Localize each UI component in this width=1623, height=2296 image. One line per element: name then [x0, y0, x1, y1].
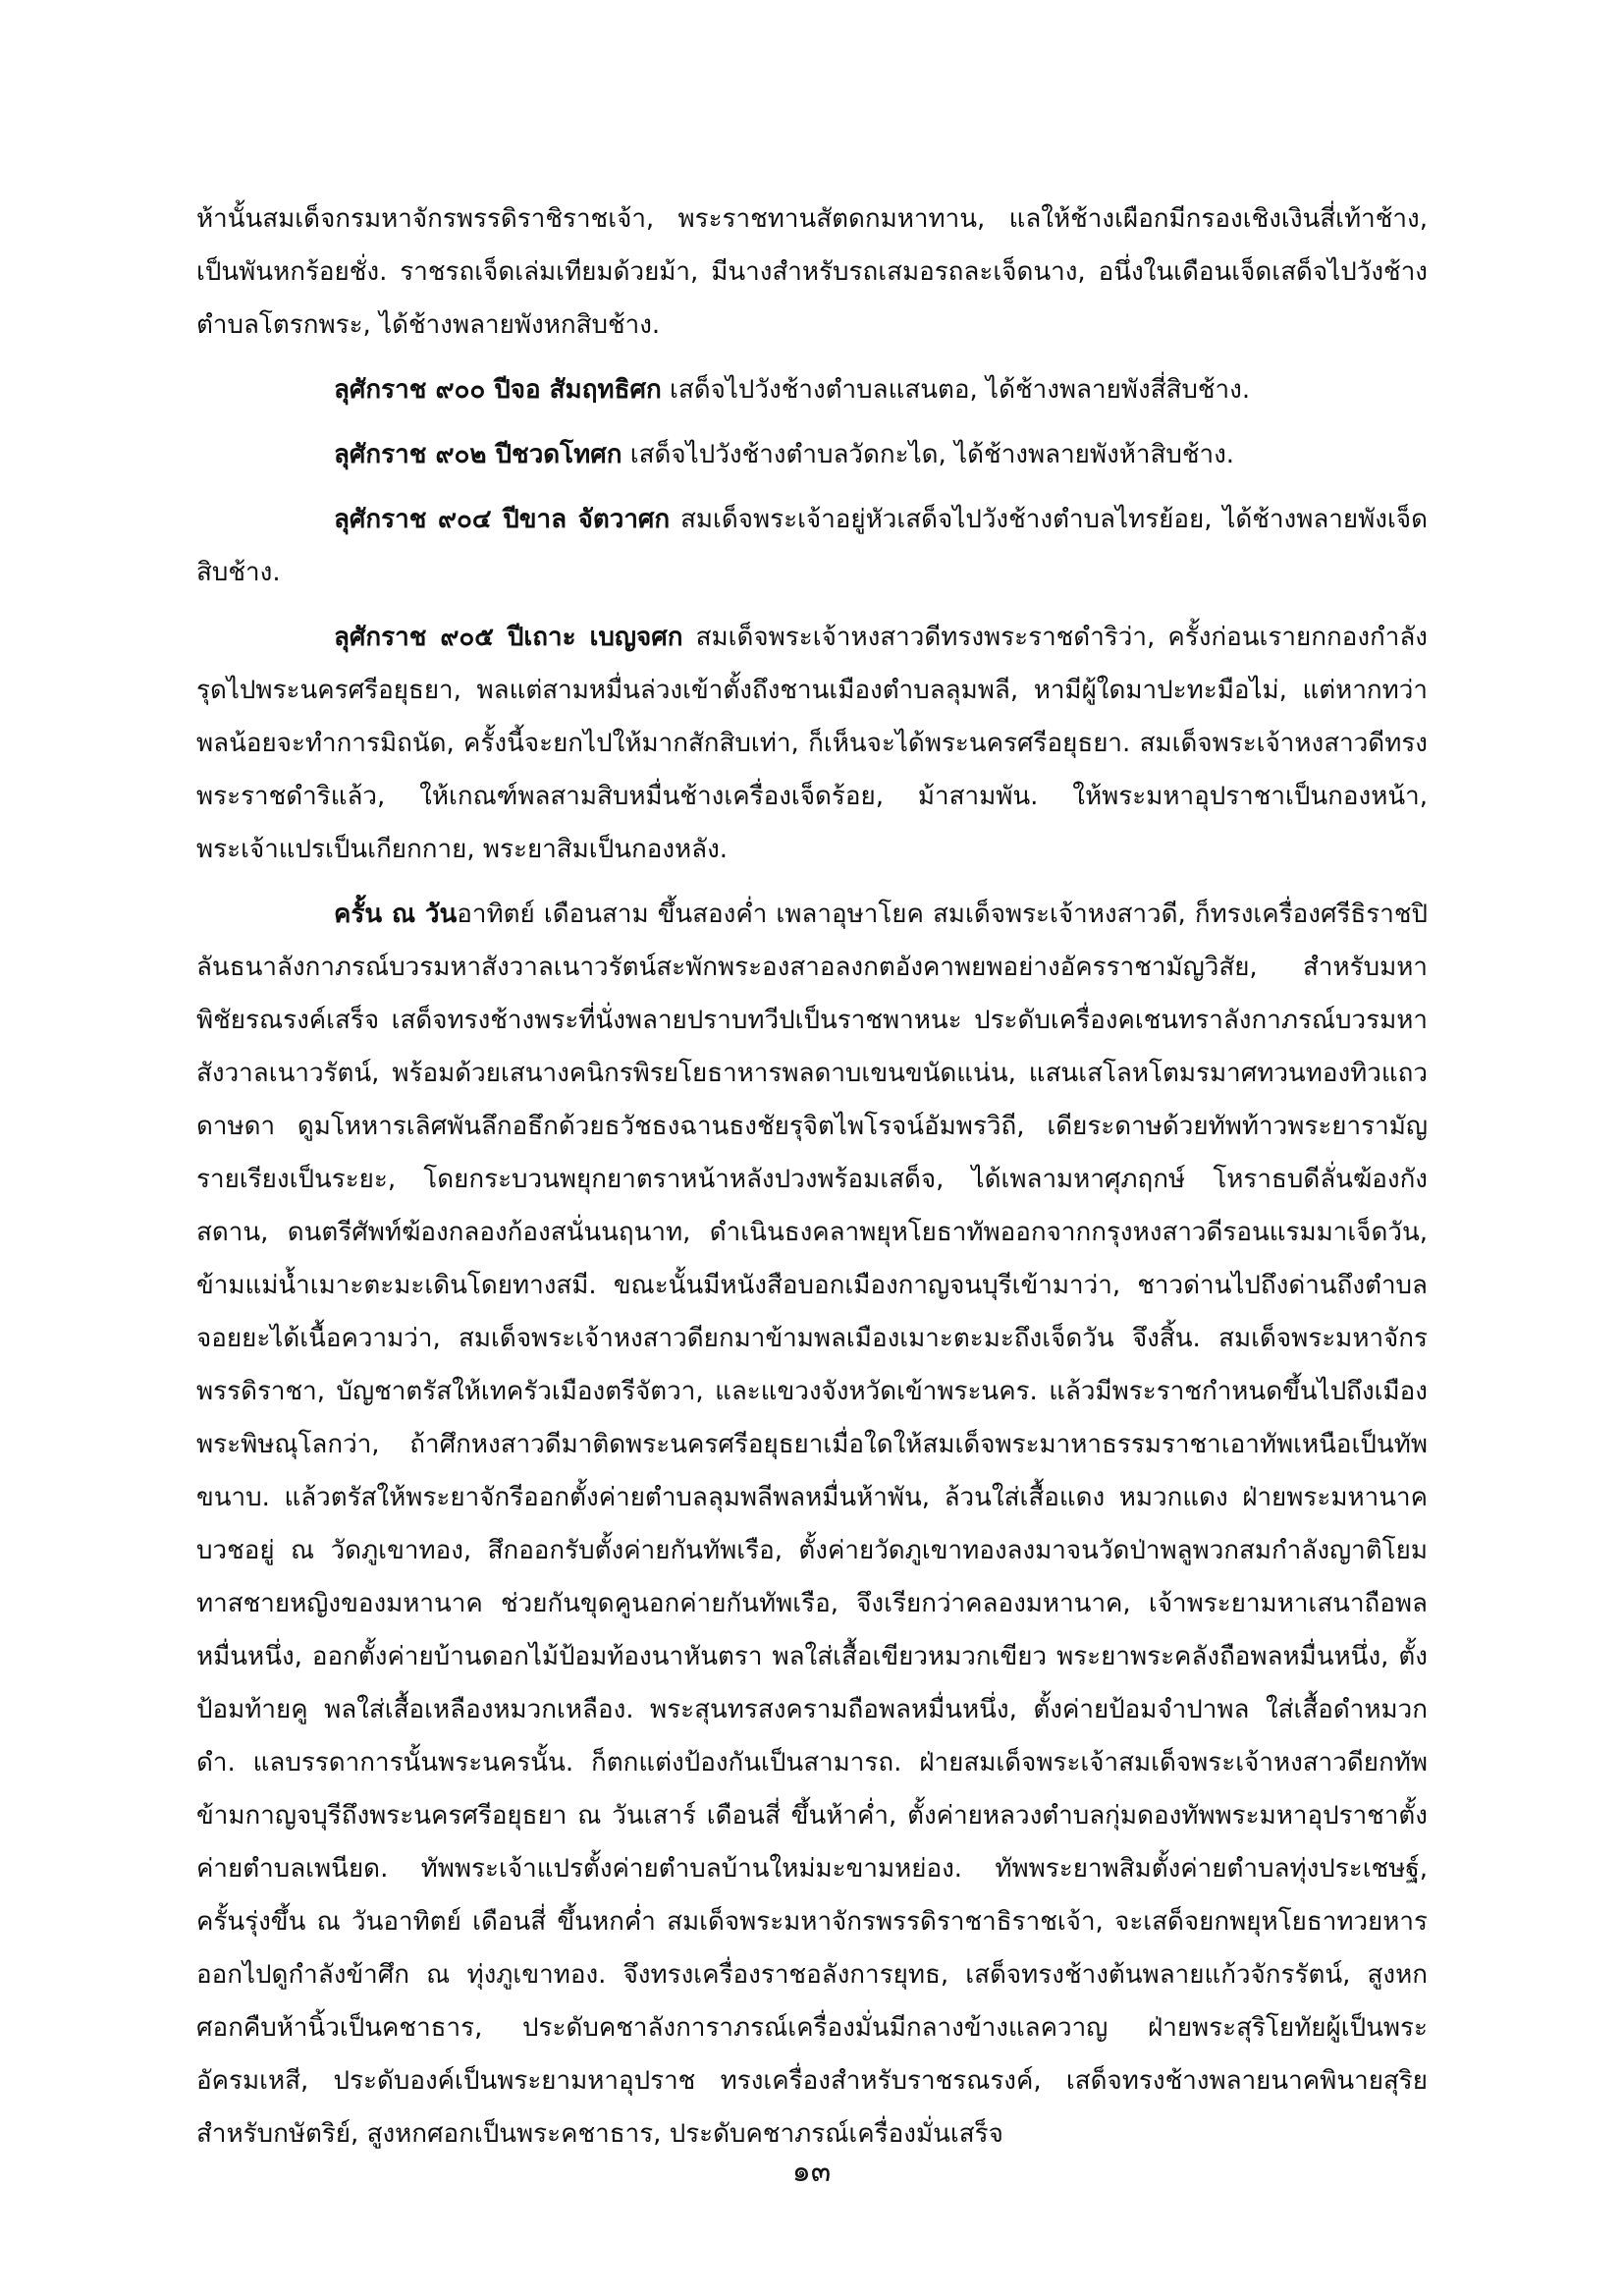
page-number: ๑๓	[791, 2155, 832, 2189]
paragraph-lead: ครั้น ณ วัน	[334, 900, 458, 929]
paragraph-text: สมเด็จพระเจ้าอยู่หัวเสด็จไปวังช้างตำบลไทรย้อย, ได้ช้างพลายพังเจ็ดสิบช้าง.	[196, 505, 1428, 587]
paragraph-lead: ลุศักราช ๙๐๕ ปีเถาะ เบญจศก	[334, 623, 683, 652]
paragraph-3	[196, 428, 1428, 481]
paragraph-2	[196, 363, 1428, 416]
paragraph-5	[196, 611, 1428, 876]
paragraph-1	[196, 192, 1428, 352]
paragraph-text: อาทิตย์ เดือนสาม ขึ้นสองค่ำ เพลาอุษาโยค สมเด็จพระเจ้าหงสาวดี, ก็ทรงเครื่องศรีธิราชปิลันธนาลังกาภรณ์บวรมหาสังวาลเนาวรัตน์สะพักพระองสาอลงกตอังคาพยพอย่างอัครราชามัญวิสัย, สำหรับมหาพิชัยรณรงค์เสร็จ เสด็จทรงช้างพระที่นั่งพลายปราบทวีปเป็นราชพาหนะ ประดับเครื่องคเชนทราลังกาภรณ์บวรมหาสังวาลเนาวรัตน์, พร้อมด้วยเสนางคนิกรพิรยโยธาหารพลดาบเขนขนัดแน่น, แสนเสโลหโตมรมาศทวนทองทิวแถวดาษดา ดูมโหหารเลิศพันลึกอธึกด้วยธวัชธงฉานธงชัยรุจิตไพโรจน์อัมพรวิถี, เดียระดาษด้วยทัพท้าวพระยารามัญรายเรียงเป็นระยะ, โดยกระบวนพยุกยาตราหน้าหลังปวงพร้อมเสด็จ, ได้เพลามหาศุภฤกษ์ โหราธบดีลั่นฆ้องกังสดาน, ดนตรีศัพท์ฆ้องกลองก้องสนั่นนฤนาท, ดำเนินธงคลาพยุหโยธาทัพออกจากกรุงหงสาวดีรอนแรมมาเจ็ดวัน, ข้ามแม่น้ำเมาะตะมะเดินโดยทางสมี. ขณะนั้นมีหนังสือบอกเมืองกาญจนบุรีเข้ามาว่า, ชาวด่านไปถึงด่านถึงตำบลจอยยะได้เนื้อความว่า, สมเด็จพระเจ้าหงสาวดียกมาข้ามพลเมืองเมาะตะมะถึงเจ็ดวัน จึงสิ้น. สมเด็จพระมหาจักรพรรดิราชา, บัญชาตรัสให้เทครัวเมืองตรีจัตวา, และแขวงจังหวัดเข้าพระนคร. แล้วมีพระราชกำหนดขึ้นไปถึงเมืองพระพิษณุโลกว่า, ถ้าศึกหงสาวดีมาติดพระนครศรีอยุธยาเมื่อใดให้สมเด็จพระมาหาธรรมราชาเอาทัพเหนือเป็นทัพขนาบ. แล้วตรัสให้พระยาจักรีออกตั้งค่ายตำบลลุมพลีพลหมื่นห้าพัน, ล้วนใส่เสื้อแดง หมวกแดง ฝ่ายพระมหานาคบวชอยู่ ณ วัดภูเขาทอง, สึกออกรับตั้งค่ายกันทัพเรือ, ตั้งค่ายวัดภูเขาทองลงมาจนวัดป่าพลูพวกสมกำลังญาติโยมทาสชายหญิงของมหานาค ช่วยกันขุดคูนอกค่ายกันทัพเรือ, จึงเรียกว่าคลองมหานาค, เจ้าพระยามหาเสนาถือพลหมื่นหนึ่ง, ออกตั้งค่ายบ้านดอกไม้ป้อมท้องนาหันตรา พลใส่เสื้อเขียวหมวกเขียว พระยาพระคลังถือพลหมื่นหนึ่ง, ตั้งป้อมท้ายคู พลใส่เสื้อเหลืองหมวกเหลือง. พระสุนทรสงครามถือพลหมื่นหนึ่ง, ตั้งค่ายป้อมจำปาพล ใส่เสื้อดำหมวกดำ. แลบรรดาการนั้นพระนครนั้น. ก็ตกแต่งป้องกันเป็นสามารถ. ฝ่ายสมเด็จพระเจ้าสมเด็จพระเจ้าหงสาวดียกทัพข้ามกาญจบุรีถึงพระนครศรีอยุธยา ณ วันเสาร์ เดือนสี่ ขึ้นห้าค่ำ, ตั้งค่ายหลวงตำบลกุ่มดองทัพพระมหาอุปราชาตั้งค่ายตำบลเพนียด. ทัพพระเจ้าแปรตั้งค่ายตำบลบ้านใหม่มะขามหย่อง. ทัพพระยาพสิมตั้งค่ายตำบลทุ่งประเชษฐ์, ครั้นรุ่งขึ้น ณ วันอาทิตย์ เดือนสี่ ขึ้นหกค่ำ สมเด็จพระมหาจักรพรรดิราชาธิราชเจ้า, จะเสด็จยกพยุหโยธาทวยหารออกไปดูกำลังข้าศึก ณ ทุ่งภูเขาทอง. จึงทรงเครื่องราชอลังการยุทธ, เสด็จทรงช้างต้นพลายแก้วจักรรัตน์, สูงหกศอกคืบห้านิ้วเป็นคชาธาร, ประดับคชาลังการาภรณ์เครื่องมั่นมีกลางข้างแลควาญ ฝ่ายพระสุริโยทัยผู้เป็นพระอัครมเหสี, ประดับองค์เป็นพระยามหาอุปราช ทรงเครื่องสำหรับราชรณรงค์, เสด็จทรงช้างพลายนาคพินายสุริยสำหรับกษัตริย์, สูงหกศอกเป็นพระคชาธาร, ประดับคชาภรณ์เครื่องมั่นเสร็จ	[196, 900, 1428, 2149]
paragraph-text: เสด็จไปวังช้างตำบลวัดกะได, ได้ช้างพลายพังห้าสิบช้าง.	[622, 440, 1235, 469]
paragraph-text: สมเด็จพระเจ้าหงสาวดีทรงพระราชดำริว่า, ครั้งก่อนเรายกกองกำลังรุดไปพระนครศรีอยุธยา, พลแต่สามหมื่นล่วงเข้าตั้งถึงชานเมืองตำบลลุมพลี, หามีผู้ใดมาปะทะมือไม่, แต่หากทว่าพลน้อยจะทำการมิถนัด, ครั้งนี้จะยกไปให้มากสักสิบเท่า, ก็เห็นจะได้พระนครศรีอยุธยา. สมเด็จพระเจ้าหงสาวดีทรงพระราชดำริแล้ว, ให้เกณฑ์พลสามสิบหมื่นช้างเครื่องเจ็ดร้อย, ม้าสามพัน. ให้พระมหาอุปราชาเป็นกองหน้า, พระเจ้าแปรเป็นเกียกกาย, พระยาสิมเป็นกองหลัง.	[196, 623, 1429, 864]
document-body	[196, 192, 1428, 2172]
paragraph-lead: ลุศักราช ๙๐๒ ปีชวดโทศก	[334, 440, 622, 469]
paragraph-text: เสด็จไปวังช้างตำบลแสนตอ, ได้ช้างพลายพังสี่สิบช้าง.	[661, 375, 1251, 405]
paragraph-4	[196, 493, 1428, 599]
paragraph-text: ห้านั้นสมเด็จกรมหาจักรพรรดิราชิราชเจ้า, พระราชทานสัตดกมหาทาน, แลให้ช้างเผือกมีกรองเชิงเงินสี่เท้าช้าง, เป็นพันหกร้อยชั่ง. ราชรถเจ็ดเล่มเทียมด้วยม้า, มีนางสำหรับรถเสมอรถละเจ็ดนาง, อนึ่งในเดือนเจ็ดเสด็จไปวังช้างตำบลโตรกพระ, ได้ช้างพลายพังหกสิบช้าง.	[196, 204, 1428, 340]
paragraph-6	[196, 888, 1428, 2160]
paragraph-lead: ลุศักราช ๙๐๐ ปีจอ สัมฤทธิศก	[334, 375, 662, 405]
paragraph-lead: ลุศักราช ๙๐๔ ปีขาล จัตวาศก	[334, 505, 671, 534]
